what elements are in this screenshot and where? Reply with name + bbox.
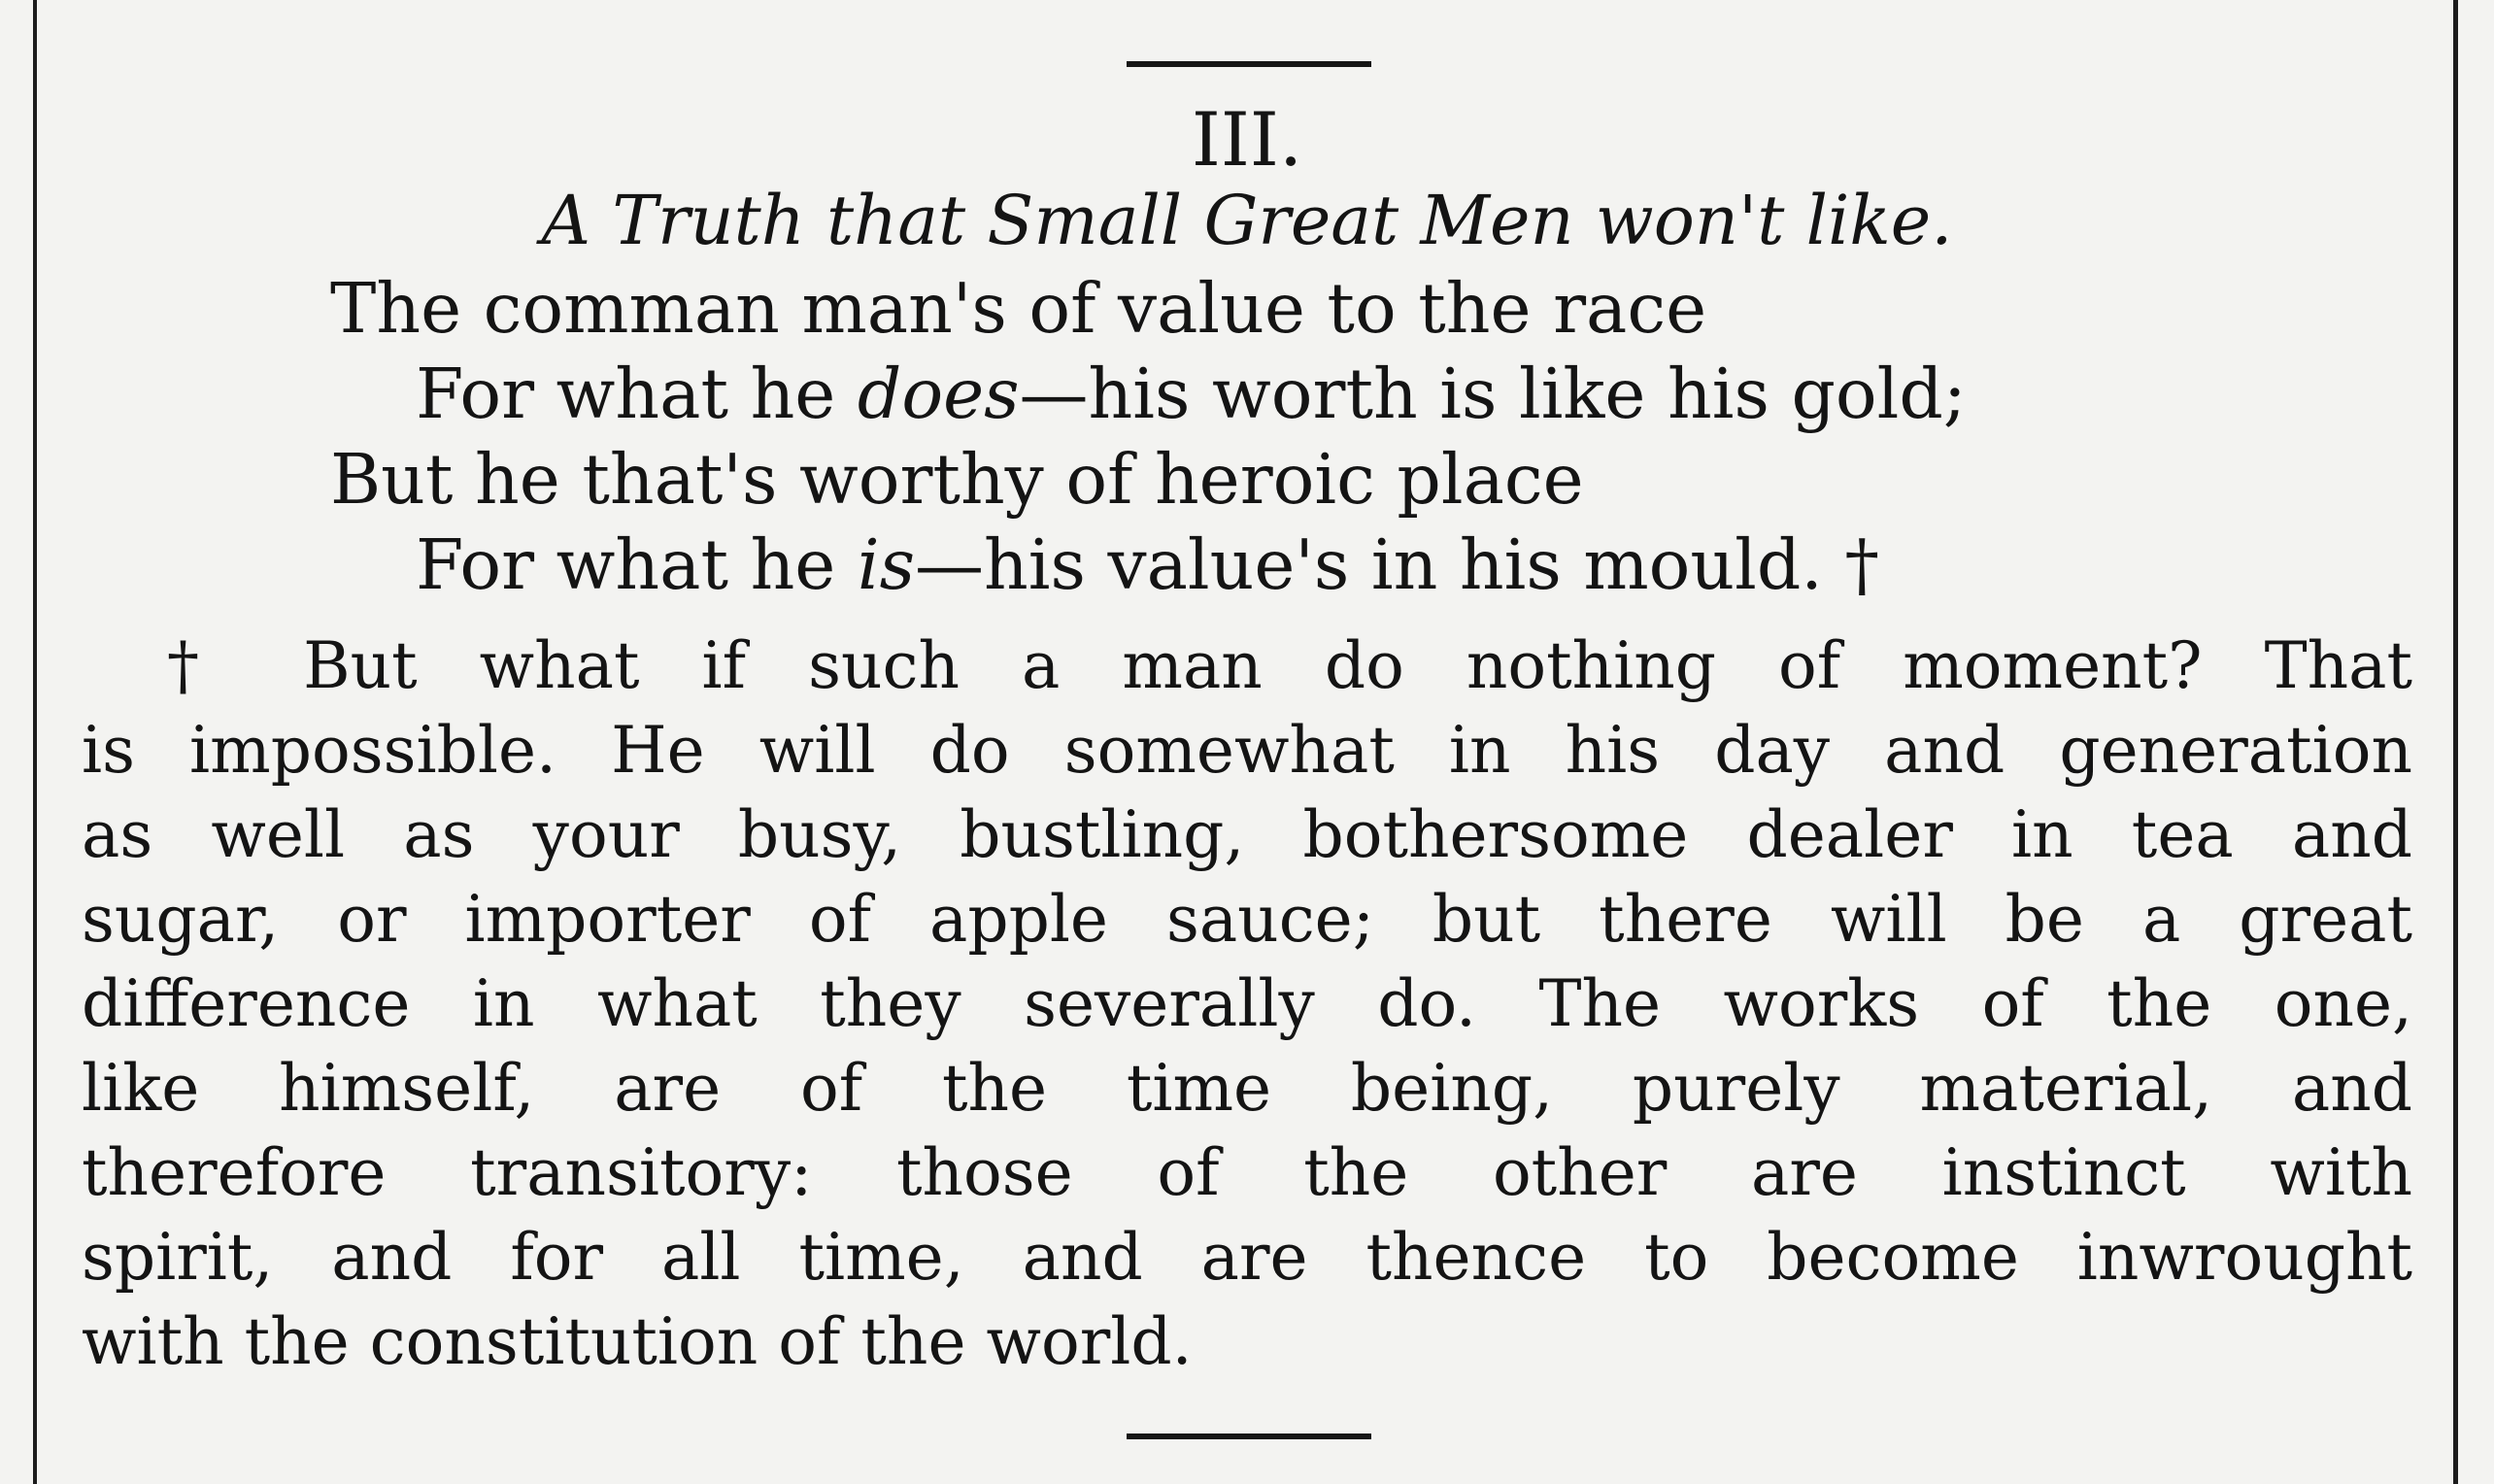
section-divider-top xyxy=(1127,61,1371,67)
verse-line-2-before: For what he xyxy=(416,354,858,434)
verse-line-2-italic: does xyxy=(857,354,1020,434)
footnote-line-1: † But what if such a man do nothing of moment? That xyxy=(167,628,2412,703)
footnote-line-7: therefore transitory: those of the other are instinct with xyxy=(82,1135,2412,1210)
footnote-line-2: is impossible. He will do somewhat in his day and generation xyxy=(82,713,2412,788)
footnote-line-5: difference in what they severally do. The works of the one, xyxy=(82,966,2412,1041)
verse-line-1-text: The comman man's of value to the race xyxy=(330,268,1707,349)
footnote-line-3: as well as your busy, bustling, bothersome dealer in tea and xyxy=(82,797,2412,872)
verse-title: A Truth that Small Great Men won't like. xyxy=(541,181,1953,260)
verse-line-2 xyxy=(416,354,1967,434)
section-number: III. xyxy=(1191,96,1303,183)
verse-line-4-italic: is xyxy=(857,524,916,605)
footnote-line-6: like himself, are of the time being, purely material, and xyxy=(82,1051,2412,1126)
footnote-line-8: spirit, and for all time, and are thence to become inwrought xyxy=(82,1220,2412,1295)
section-divider-bottom xyxy=(1127,1433,1371,1439)
footnote-line-9: with the constitution of the world. xyxy=(82,1304,1193,1379)
verse-line-2-after: —his worth is like his gold; xyxy=(1019,354,1967,434)
verse-line-4-after: —his value's in his mould. † xyxy=(915,524,1879,605)
footnote-line-4: sugar, or importer of apple sauce; but there will be a great xyxy=(82,882,2412,957)
verse-line-1 xyxy=(330,268,1707,349)
verse-line-3-text: But he that's worthy of heroic place xyxy=(330,439,1584,520)
verse-line-4-before: For what he xyxy=(416,524,858,605)
verse-line-4 xyxy=(416,524,1879,605)
verse-line-3 xyxy=(330,439,1584,520)
